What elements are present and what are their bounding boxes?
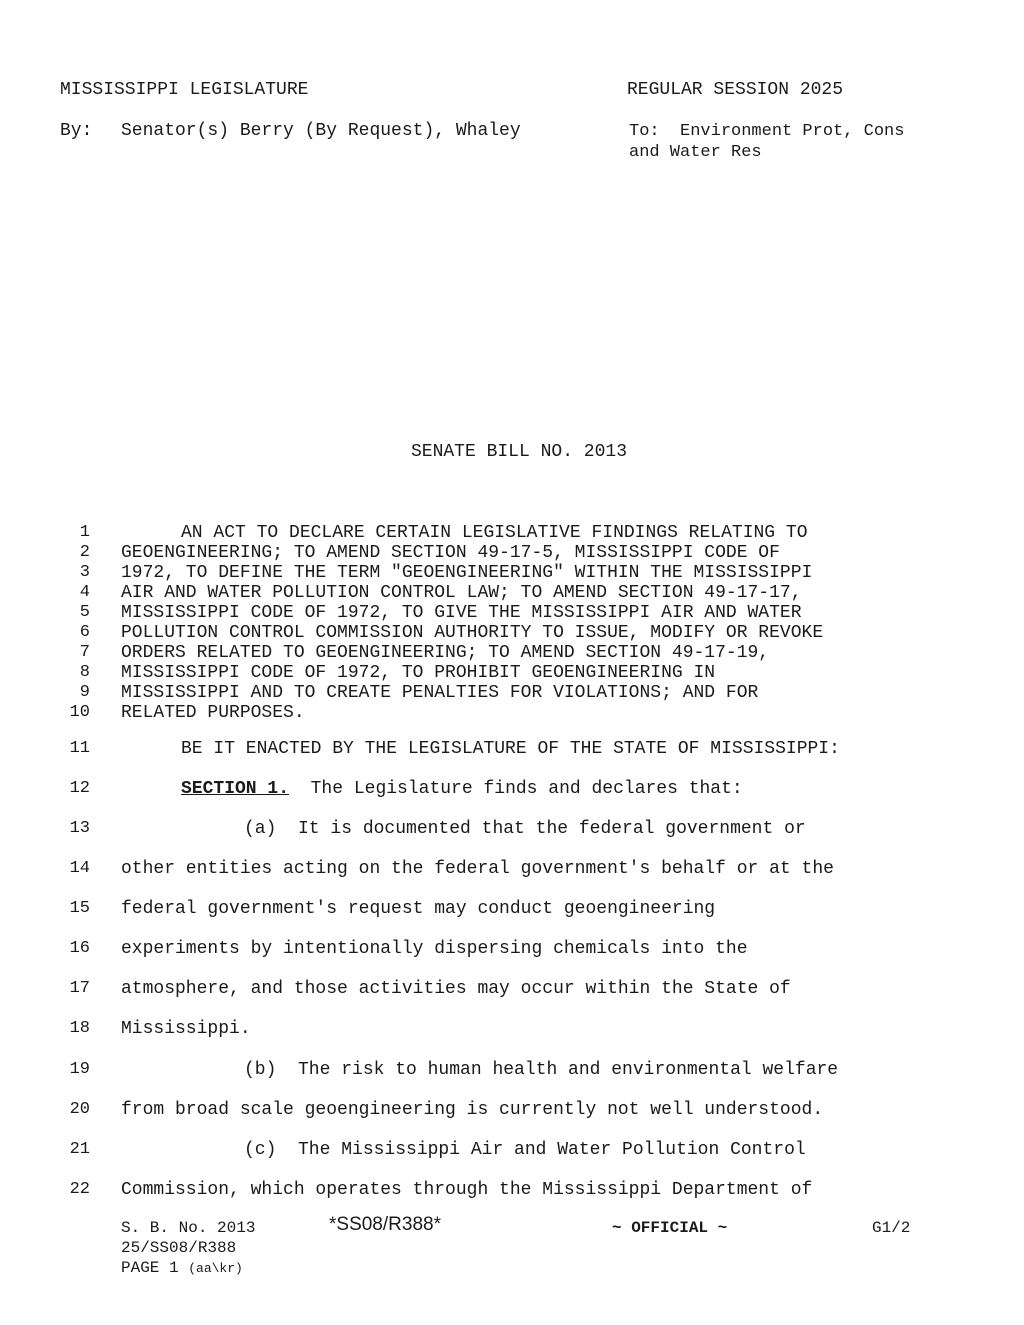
line-number: 18 bbox=[69, 1019, 90, 1038]
line-19 bbox=[0, 1060, 1024, 1080]
section-label: SECTION 1. bbox=[181, 779, 290, 799]
sponsors: Senator(s) Berry (By Request), Whaley bbox=[121, 121, 521, 141]
line-13 bbox=[0, 819, 1024, 839]
line-text: (a) It is documented that the federal government or bbox=[244, 819, 806, 839]
line-text: Mississippi. bbox=[121, 1019, 251, 1039]
line-text: atmosphere, and those activities may occur within the State of bbox=[121, 979, 791, 999]
line-5 bbox=[0, 603, 1024, 623]
footer-document-code: *SS08/R388* bbox=[329, 1214, 441, 1235]
line-1 bbox=[0, 523, 1024, 543]
line-text: AIR AND WATER POLLUTION CONTROL LAW; TO AMEND SECTION 49-17-17, bbox=[121, 583, 802, 603]
line-18 bbox=[0, 1019, 1024, 1039]
footer-page bbox=[121, 1259, 243, 1277]
line-number: 8 bbox=[79, 663, 90, 682]
line-text: POLLUTION CONTROL COMMISSION AUTHORITY TO ISSUE, MODIFY OR REVOKE bbox=[121, 623, 824, 643]
line-16 bbox=[0, 939, 1024, 959]
line-12 bbox=[0, 779, 1024, 799]
legislature-name: MISSISSIPPI LEGISLATURE bbox=[60, 80, 309, 100]
line-number: 13 bbox=[69, 819, 90, 838]
footer-reference: 25/SS08/R388 bbox=[121, 1239, 237, 1257]
bill-title: SENATE BILL NO. 2013 bbox=[410, 442, 628, 462]
line-number: 16 bbox=[69, 939, 90, 958]
line-text: BE IT ENACTED BY THE LEGISLATURE OF THE STATE OF MISSISSIPPI: bbox=[181, 739, 840, 759]
line-number: 19 bbox=[69, 1060, 90, 1079]
line-text: GEOENGINEERING; TO AMEND SECTION 49-17-5, MISSISSIPPI CODE OF bbox=[121, 543, 780, 563]
line-17 bbox=[0, 979, 1024, 999]
section-text: The Legislature finds and declares that: bbox=[289, 779, 743, 799]
line-9 bbox=[0, 683, 1024, 703]
line-number: 14 bbox=[69, 859, 90, 878]
committee-line-2: and Water Res bbox=[629, 143, 762, 162]
line-number: 2 bbox=[79, 543, 90, 562]
line-text: (c) The Mississippi Air and Water Pollution Control bbox=[244, 1140, 806, 1160]
line-number: 9 bbox=[79, 683, 90, 702]
committee-line-1: To: Environment Prot, Cons bbox=[629, 122, 905, 141]
line-number: 10 bbox=[69, 703, 90, 722]
line-text: RELATED PURPOSES. bbox=[121, 703, 305, 723]
line-number: 4 bbox=[79, 583, 90, 602]
line-text: (b) The risk to human health and environmental welfare bbox=[244, 1060, 839, 1080]
line-10 bbox=[0, 703, 1024, 723]
page-number: PAGE 1 bbox=[121, 1259, 179, 1277]
line-text bbox=[181, 779, 743, 799]
official-mark: ~ OFFICIAL ~ bbox=[612, 1219, 728, 1237]
line-3 bbox=[0, 563, 1024, 583]
line-text: MISSISSIPPI CODE OF 1972, TO GIVE THE MISSISSIPPI AIR AND WATER bbox=[121, 603, 802, 623]
line-number: 17 bbox=[69, 979, 90, 998]
line-number: 5 bbox=[79, 603, 90, 622]
line-text: other entities acting on the federal government's behalf or at the bbox=[121, 859, 834, 879]
line-text: experiments by intentionally dispersing chemicals into the bbox=[121, 939, 748, 959]
line-text: 1972, TO DEFINE THE TERM "GEOENGINEERING" WITHIN THE MISSISSIPPI bbox=[121, 563, 813, 583]
line-number: 6 bbox=[79, 623, 90, 642]
line-2 bbox=[0, 543, 1024, 563]
line-text: AN ACT TO DECLARE CERTAIN LEGISLATIVE FINDINGS RELATING TO bbox=[181, 523, 808, 543]
line-6 bbox=[0, 623, 1024, 643]
line-4 bbox=[0, 583, 1024, 603]
session-label: REGULAR SESSION 2025 bbox=[627, 80, 844, 100]
line-number: 11 bbox=[69, 739, 90, 758]
line-number: 22 bbox=[69, 1180, 90, 1199]
line-21 bbox=[0, 1140, 1024, 1160]
line-20 bbox=[0, 1100, 1024, 1120]
line-number: 3 bbox=[79, 563, 90, 582]
line-11 bbox=[0, 739, 1024, 759]
line-15 bbox=[0, 899, 1024, 919]
typist-initials: (aa\kr) bbox=[188, 1261, 243, 1276]
line-text: ORDERS RELATED TO GEOENGINEERING; TO AMEND SECTION 49-17-19, bbox=[121, 643, 770, 663]
line-number: 21 bbox=[69, 1140, 90, 1159]
line-text: from broad scale geoengineering is currently not well understood. bbox=[121, 1100, 824, 1120]
line-7 bbox=[0, 643, 1024, 663]
line-number: 1 bbox=[79, 523, 90, 542]
footer-group: G1/2 bbox=[872, 1219, 911, 1237]
line-text: Commission, which operates through the Mississippi Department of bbox=[121, 1180, 813, 1200]
line-22 bbox=[0, 1180, 1024, 1200]
line-number: 15 bbox=[69, 899, 90, 918]
line-number: 12 bbox=[69, 779, 90, 798]
footer-bill-number: S. B. No. 2013 bbox=[121, 1219, 256, 1237]
line-text: MISSISSIPPI CODE OF 1972, TO PROHIBIT GEOENGINEERING IN bbox=[121, 663, 716, 683]
line-number: 7 bbox=[79, 643, 90, 662]
line-8 bbox=[0, 663, 1024, 683]
line-number: 20 bbox=[69, 1100, 90, 1119]
line-14 bbox=[0, 859, 1024, 879]
committee-referral bbox=[629, 121, 904, 163]
by-label: By: bbox=[60, 121, 93, 141]
line-text: federal government's request may conduct geoengineering bbox=[121, 899, 716, 919]
line-text: MISSISSIPPI AND TO CREATE PENALTIES FOR VIOLATIONS; AND FOR bbox=[121, 683, 759, 703]
